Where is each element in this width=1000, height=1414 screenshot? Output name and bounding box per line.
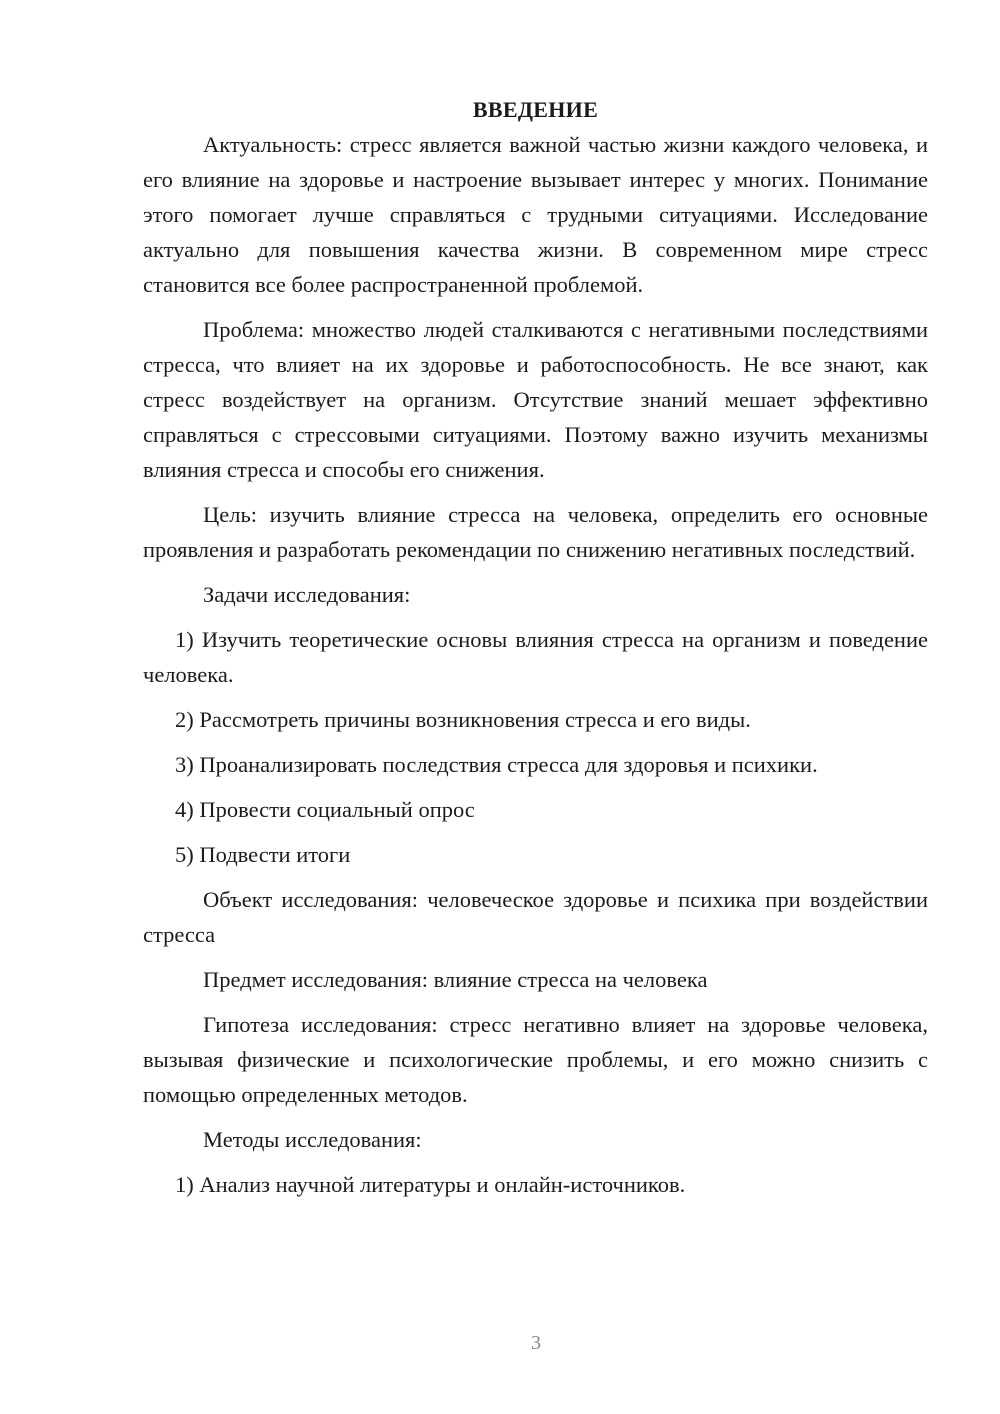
task-item-4: 4) Провести социальный опрос — [175, 797, 475, 822]
task-item-1: 1) Изучить теоретические основы влияния стресса на организм и поведение человека. — [143, 627, 928, 687]
relevance-paragraph: Актуальность: стресс является важной частью жизни каждого человека, и его влияние на здоровье и настроение вызывает интерес у многих. Понимание этого помогает лучше справляться с трудными ситуациями. Исследование актуально для повышения качества жизни. В современном мире стресс становится все более распространенной проблемой. — [143, 132, 928, 297]
problem-paragraph: Проблема: множество людей сталкиваются с негативными последствиями стресса, что влияет на их здоровье и работоспособность. Не все знают, как стресс воздействует на организм. Отсутствие знаний мешает эффективно справляться с стрессовыми ситуациями. Поэтому важно изучить механизмы влияния стресса и способы его снижения. — [143, 317, 928, 482]
document-page — [143, 92, 928, 1202]
method-item-1: 1) Анализ научной литературы и онлайн-источников. — [175, 1172, 686, 1197]
task-item-3: 3) Проанализировать последствия стресса для здоровья и психики. — [175, 752, 818, 777]
goal-paragraph: Цель: изучить влияние стресса на человека, определить его основные проявления и разработать рекомендации по снижению негативных последствий. — [143, 502, 928, 562]
methods-heading: Методы исследования: — [203, 1127, 422, 1152]
subject-paragraph: Предмет исследования: влияние стресса на человека — [203, 967, 708, 992]
page-number: 3 — [531, 1332, 541, 1354]
task-item-2: 2) Рассмотреть причины возникновения стресса и его виды. — [175, 707, 751, 732]
tasks-heading: Задачи исследования: — [203, 582, 411, 607]
hypothesis-paragraph: Гипотеза исследования: стресс негативно влияет на здоровье человека, вызывая физические и психологические проблемы, и его можно снизить с помощью определенных методов. — [143, 1012, 928, 1107]
object-paragraph: Объект исследования: человеческое здоровье и психика при воздействии стресса — [143, 887, 928, 947]
task-item-5: 5) Подвести итоги — [175, 842, 351, 867]
page-title: ВВЕДЕНИЕ — [472, 97, 599, 122]
